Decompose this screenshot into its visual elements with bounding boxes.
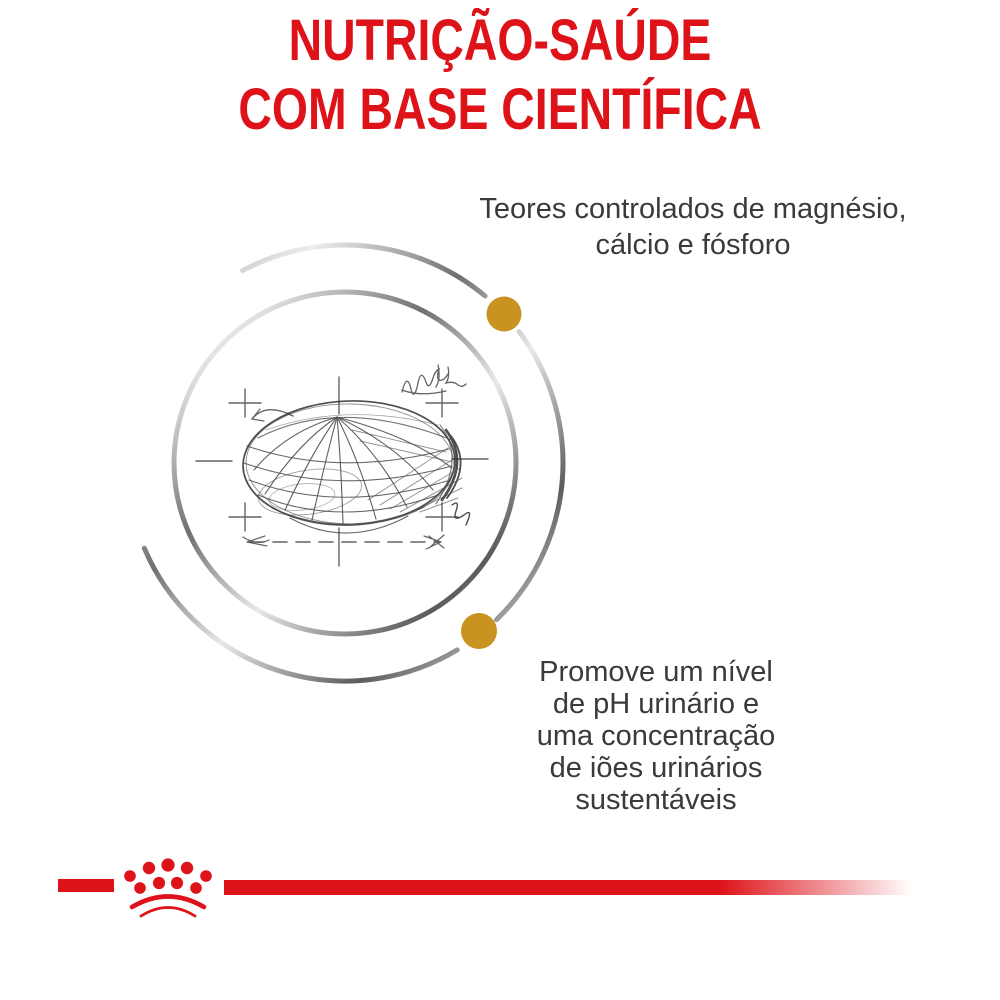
- callout-minerals-line2: cálcio e fósforo: [595, 229, 791, 261]
- bottom-divider: [58, 858, 912, 916]
- callout-ph-line5: sustentáveis: [575, 784, 737, 816]
- red-line-left-segment: [58, 879, 114, 892]
- red-line-main-segment: [224, 880, 912, 895]
- signature-scribble: [402, 365, 466, 394]
- callout-minerals-line1: Teores controlados de magnésio,: [479, 193, 907, 225]
- page-title-line2: COM BASE CIENTÍFICA: [238, 77, 762, 142]
- gold-dot-bottom: [461, 613, 497, 649]
- outer-arc-bottom: [144, 548, 457, 681]
- callout-ph-line2: de pH urinário e: [552, 688, 760, 720]
- gold-dot-top: [487, 297, 522, 332]
- outer-arc-top: [243, 245, 485, 296]
- royal-canin-crown-icon: [124, 858, 212, 916]
- page-title-line1: NUTRIÇÃO-SAÚDE: [288, 8, 712, 73]
- outer-arc-right: [496, 332, 563, 620]
- callout-ph-line4: de iões urinários: [549, 752, 763, 784]
- kibble-sketch: [241, 397, 470, 533]
- callout-ph-line1: Promove um nível: [539, 656, 773, 688]
- sketch-crosshairs: [196, 365, 488, 566]
- callout-ph-line3: uma concentração: [536, 720, 776, 752]
